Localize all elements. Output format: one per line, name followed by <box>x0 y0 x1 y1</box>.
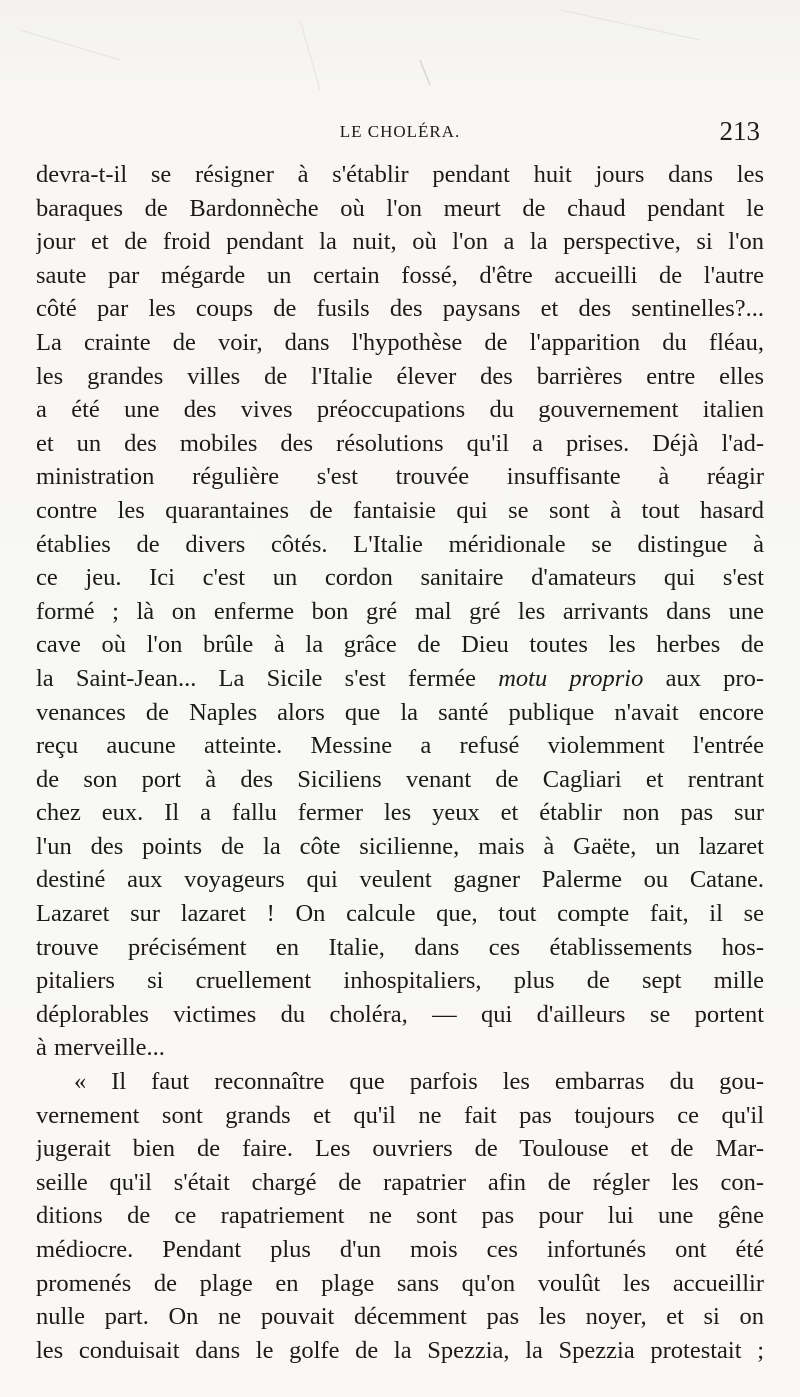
text-line: a été une des vives préoccupations du gouvernement italien <box>36 396 764 424</box>
text-line: Lazaret sur lazaret ! On calcule que, tout compte fait, il se <box>36 900 764 928</box>
scan-margin-texture <box>0 0 800 110</box>
text-line: et un des mobiles des résolutions qu'il a prises. Déjà l'ad- <box>36 429 764 457</box>
text-line: médiocre. Pendant plus d'un mois ces infortunés ont été <box>36 1236 764 1263</box>
text-segment: la Saint-Jean... La Sicile s'est fermée <box>36 664 499 692</box>
text-line: jour et de froid pendant la nuit, où l'on a la perspective, si l'on <box>36 228 764 256</box>
italic-phrase: motu proprio <box>498 664 644 692</box>
text-line: de son port à des Siciliens venant de Cagliari et rentrant <box>36 765 764 793</box>
text-line: La crainte de voir, dans l'hypothèse de l'apparition du fléau, <box>36 328 764 356</box>
text-line: contre les quarantaines de fantaisie qui se sont à tout hasard <box>36 496 764 524</box>
text-line: trouve précisément en Italie, dans ces établissements hos- <box>36 933 764 961</box>
text-line: saute par mégarde un certain fossé, d'être accueilli de l'autre <box>36 261 764 289</box>
text-line: à merveille... <box>36 1034 165 1062</box>
running-title: LE CHOLÉRA. <box>339 122 461 141</box>
text-line: seille qu'il s'était chargé de rapatrier afin de régler les con- <box>36 1168 764 1196</box>
text-line: jugerait bien de faire. Les ouvriers de Toulouse et de Mar- <box>36 1135 764 1163</box>
text-line-with-italic <box>36 662 764 696</box>
text-segment: aux pro- <box>643 664 764 692</box>
text-line: ministration régulière s'est trouvée insuffisante à réagir <box>36 463 764 491</box>
text-line: reçu aucune atteinte. Messine a refusé violemment l'entrée <box>36 732 764 760</box>
text-line: vernement sont grands et qu'il ne fait pas toujours ce qu'il <box>36 1101 764 1129</box>
text-line: nulle part. On ne pouvait décemment pas les noyer, et si on <box>36 1303 764 1331</box>
text-line: côté par les coups de fusils des paysans et des sentinelles?... <box>36 295 764 323</box>
text-line: chez eux. Il a fallu fermer les yeux et établir non pas sur <box>36 799 764 827</box>
body-text <box>36 158 764 1367</box>
text-line: baraques de Bardonnèche où l'on meurt de chaud pendant le <box>36 194 764 222</box>
text-line: formé ; là on enferme bon gré mal gré les arrivants dans une <box>36 597 764 625</box>
text-line: venances de Naples alors que la santé publique n'avait encore <box>36 698 764 726</box>
text-line: « Il faut reconnaître que parfois les embarras du gou- <box>74 1068 764 1096</box>
text-line: l'un des points de la côte sicilienne, mais à Gaëte, un lazaret <box>36 832 764 860</box>
text-line: ditions de ce rapatriement ne sont pas pour lui une gêne <box>36 1202 764 1230</box>
text-line: pitaliers si cruellement inhospitaliers, plus de sept mille <box>36 967 764 995</box>
page-header <box>36 118 764 152</box>
text-line: établies de divers côtés. L'Italie méridionale se distingue à <box>36 530 764 558</box>
page-number: 213 <box>719 116 760 146</box>
text-line: les grandes villes de l'Italie élever des barrières entre elles <box>36 362 764 390</box>
text-line: promenés de plage en plage sans qu'on voulût les accueillir <box>36 1269 764 1297</box>
text-line: devra-t-il se résigner à s'établir pendant huit jours dans les <box>36 161 764 188</box>
text-line: cave où l'on brûle à la grâce de Dieu toutes les herbes de <box>36 631 764 659</box>
text-line: les conduisait dans le golfe de la Spezzia, la Spezzia protestait ; <box>36 1336 764 1364</box>
text-line: destiné aux voyageurs qui veulent gagner Palerme ou Catane. <box>36 866 764 894</box>
text-line: déplorables victimes du choléra, — qui d'ailleurs se portent <box>36 1000 764 1028</box>
text-line: ce jeu. Ici c'est un cordon sanitaire d'amateurs qui s'est <box>36 564 764 592</box>
